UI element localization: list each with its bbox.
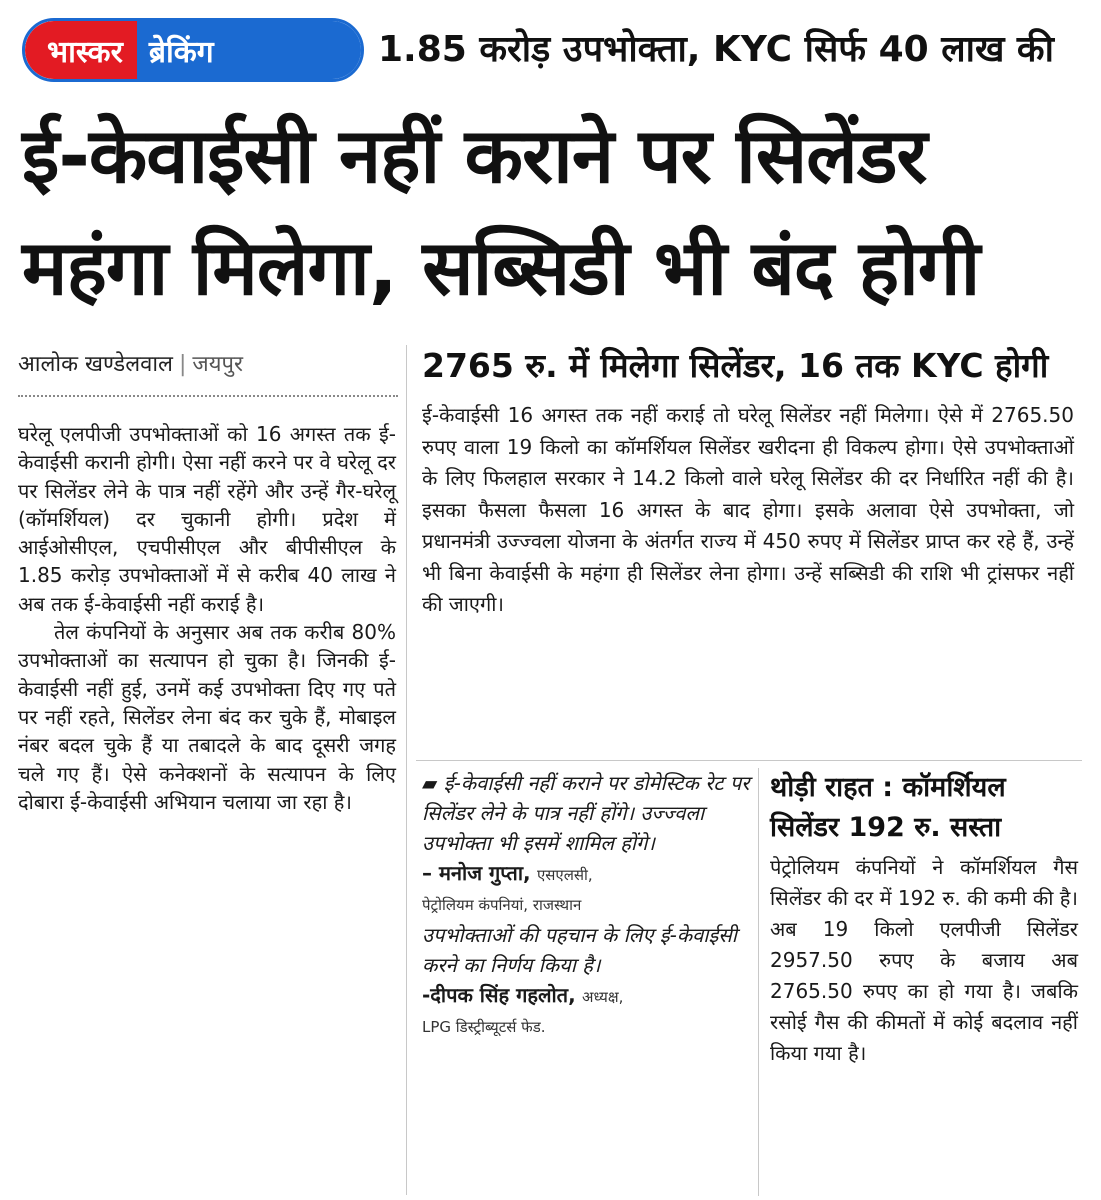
- quote-2-organization: LPG डिस्ट्रीब्यूटर्स फेड.: [422, 1018, 546, 1036]
- main-story-paragraph-2: तेल कंपनियों के अनुसार अब तक करीब 80% उपभोक्ताओं का सत्यापन हो चुका है। जिनकी ई-केवाईसी नहीं हुई, उनमें कई उपभोक्ता दिए गए पते पर नहीं रहते, सिलेंडर लेना बंद कर चुके हैं, मोबाइल नंबर बदल चुके हैं या तबादले के बाद दूसरी जगह चले गए हैं। ऐसे कनेक्शनों के सत्यापन के लिए दोबारा ई-केवाईसी अभियान चलाया जा रहा है।: [18, 620, 396, 814]
- relief-body: पेट्रोलियम कंपनियों ने कॉमर्शियल गैस सिलेंडर की दर में 192 रु. की कमी की है। अब 19 किलो एलपीजी सिलेंडर 2957.50 रुपए के बजाय अब 2765.50 रुपए का हो गया है। जबकि रसोई गैस की कीमतों में कोई बदलाव नहीं किया गया है।: [770, 855, 1078, 1065]
- breaking-label: ब्रेकिंग: [137, 21, 361, 79]
- main-story-paragraph-1: घरेलू एलपीजी उपभोक्ताओं को 16 अगस्त तक ई-केवाईसी करानी होगी। ऐसा नहीं करने पर वे घरेलू दर पर सिलेंडर लेने के पात्र नहीं रहेंगे और उन्हें गैर-घरेलू (कॉमर्शियल) दर चुकानी होगी। प्रदेश में आईओसीएल, एचपीसीएल और बीपीसीएल के 1.85 करोड़ उपभोक्ताओं में से करीब 40 लाख ने अब तक ई-केवाईसी नहीं कराई है।: [18, 422, 396, 616]
- quotes-column: [422, 768, 752, 1042]
- quote-2-attribution: [422, 980, 752, 1012]
- sub-story-heading: 2765 रु. में मिलेगा सिलेंडर, 16 तक KYC होगी: [422, 346, 1049, 385]
- quote-marker-icon: ▰: [422, 771, 438, 795]
- quote-2-text: उपभोक्ताओं की पहचान के लिए ई-केवाईसी करने का निर्णय किया है।: [422, 923, 737, 977]
- kicker-line: 1.85 करोड़ उपभोक्ता, KYC सिर्फ 40 लाख की: [378, 29, 1054, 70]
- headline: [22, 100, 1082, 324]
- main-story-column: [18, 420, 396, 816]
- column-divider: [406, 345, 407, 1195]
- masthead-badge: [22, 18, 364, 82]
- quote-1-text: ई-केवाईसी नहीं कराने पर डोमेस्टिक रेट पर सिलेंडर लेने के पात्र नहीं होंगे। उज्ज्वला उपभोक्ता भी इसमें शामिल होंगे।: [422, 771, 750, 855]
- author-name: आलोक खण्डेलवाल: [18, 352, 173, 377]
- dateline-place: जयपुर: [192, 352, 243, 377]
- relief-heading: थोड़ी राहत : कॉमर्शियल सिलेंडर 192 रु. सस्ता: [770, 772, 1006, 843]
- quote-2-name: -दीपक सिंह गहलोत,: [422, 983, 576, 1007]
- quote-1-name: – मनोज गुप्ता,: [422, 861, 531, 885]
- headline-line-2: महंगा मिलेगा, सब्सिडी भी बंद होगी: [22, 223, 980, 312]
- dotted-divider: [18, 395, 398, 397]
- sub-story-body: ई-केवाईसी 16 अगस्त तक नहीं कराई तो घरेलू सिलेंडर नहीं मिलेगा। ऐसे में 2765.50 रुपए वाला 19 किलो का कॉमर्शियल सिलेंडर खरीदना ही विकल्प होगा। ऐसे उपभोक्ताओं के लिए फिलहाल सरकार ने 14.2 किलो वाले घरेलू सिलेंडर की दर निर्धारित नहीं की है। इसका फैसला फैसला 16 अगस्त के बाद होगा। इसके अलावा ऐसे उपभोक्ता, जो प्रधानमंत्री उज्ज्वला योजना के अंतर्गत राज्य में 450 रुपए में सिलेंडर प्राप्त कर रहे हैं, उन्हें भी बिना केवाईसी के महंगा ही सिलेंडर लेना होगा। उन्हें सब्सिडी की राशि भी ट्रांसफर नहीं की जाएगी।: [422, 403, 1074, 616]
- section-divider: [416, 760, 1082, 761]
- quote-1-attribution: [422, 858, 752, 890]
- quote-1-role: एसएलसी,: [536, 866, 593, 884]
- headline-line-1: ई-केवाईसी नहीं कराने पर सिलेंडर: [22, 111, 927, 200]
- byline-separator: |: [178, 352, 187, 377]
- quote-2-role: अध्यक्ष,: [582, 988, 624, 1006]
- brand-label: भास्कर: [25, 21, 137, 79]
- byline: [18, 345, 398, 385]
- quote-1-organization: पेट्रोलियम कंपनियां, राजस्थान: [422, 896, 582, 914]
- quote-1: [422, 768, 752, 858]
- quote-divider: [758, 768, 759, 1196]
